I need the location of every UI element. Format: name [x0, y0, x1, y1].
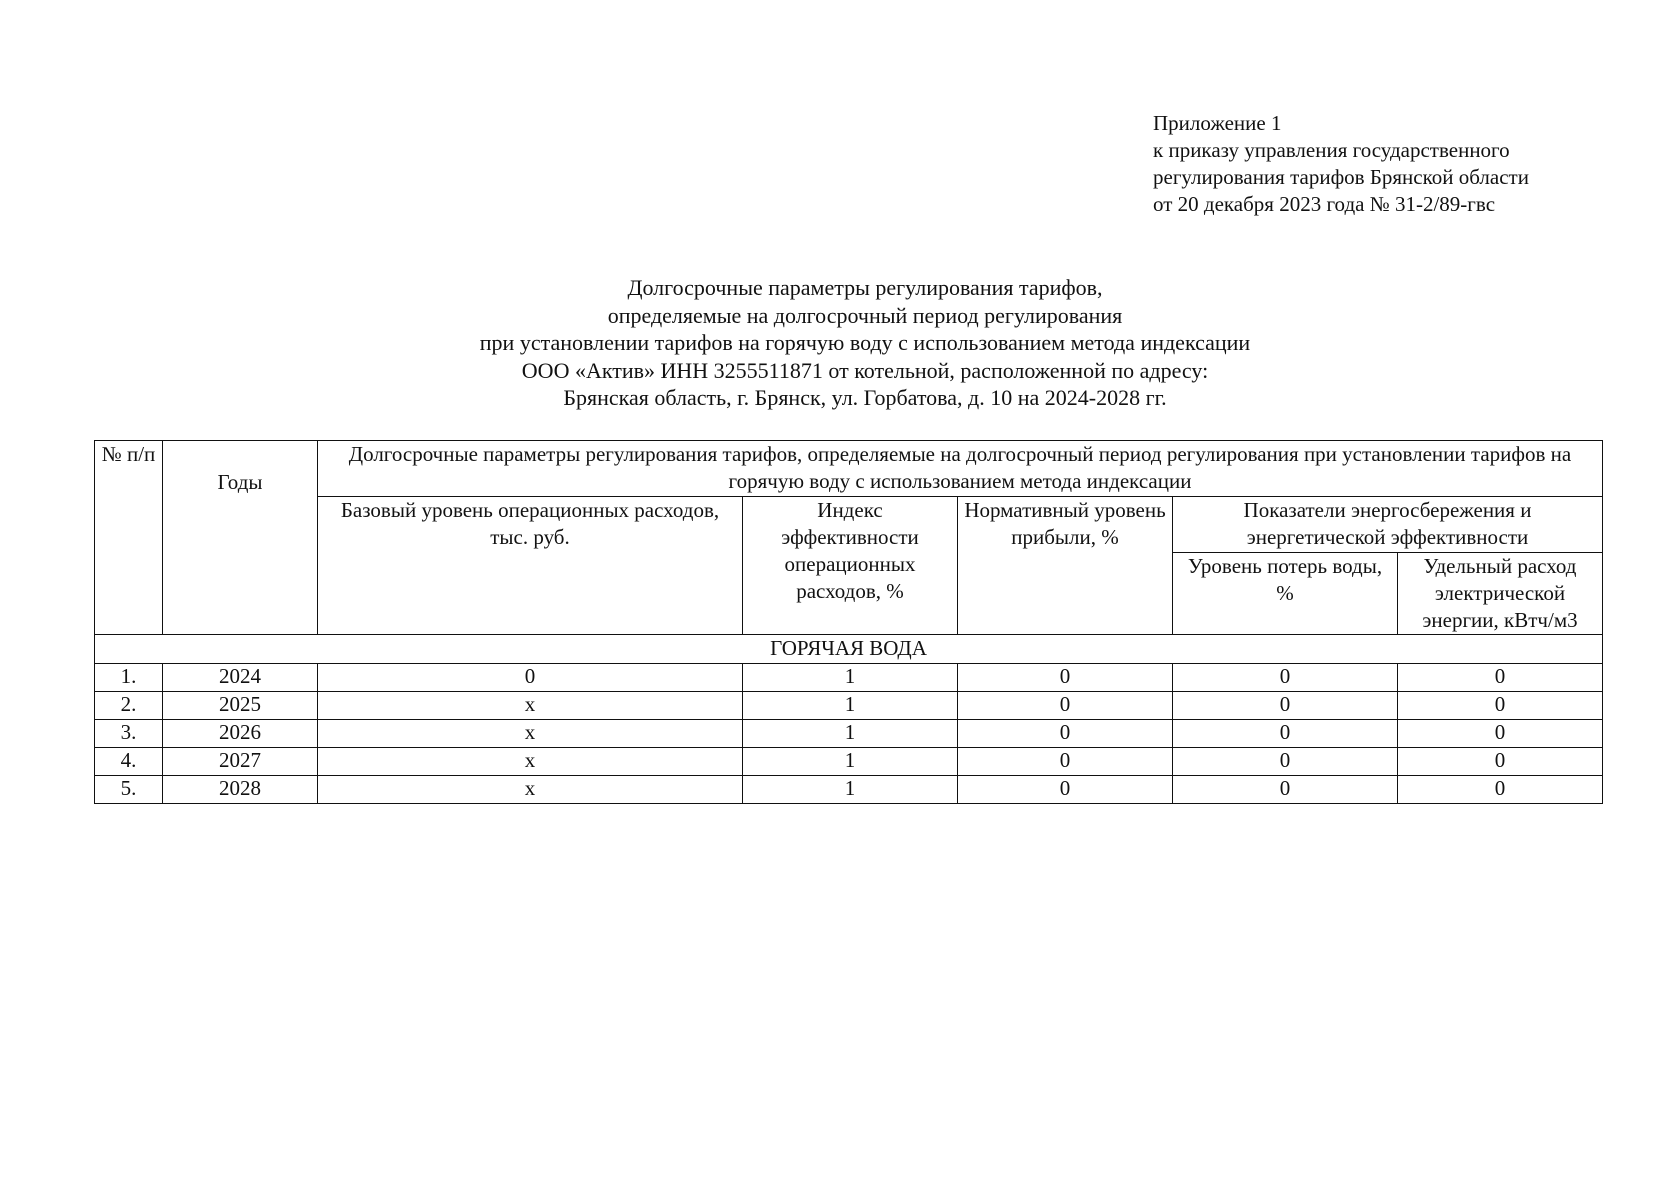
title-line: при установлении тарифов на горячую воду с использованием метода индексации [479, 330, 1251, 355]
appendix-line: к приказу управления государственного [1153, 138, 1510, 162]
cell-electricity-use: 0 [1398, 692, 1603, 720]
cell-water-loss: 0 [1173, 720, 1398, 748]
cell-base-level: х [318, 692, 743, 720]
cell-num: 2. [95, 692, 163, 720]
appendix-line: регулирования тарифов Брянской области [1153, 165, 1529, 189]
cell-efficiency-index: 1 [743, 720, 958, 748]
header-row-top [95, 441, 1603, 497]
cell-base-level: х [318, 748, 743, 776]
cell-efficiency-index: 1 [743, 692, 958, 720]
cell-year: 2026 [163, 720, 318, 748]
title-line: определяемые на долгосрочный период регулирования [607, 302, 1123, 328]
appendix-line: от 20 декабря 2023 года № 31-2/89-гвс [1153, 192, 1496, 216]
cell-electricity-use: 0 [1398, 664, 1603, 692]
table-row [95, 720, 1603, 748]
cell-normative-profit: 0 [958, 720, 1173, 748]
header-num: № п/п [95, 441, 163, 635]
cell-water-loss: 0 [1173, 692, 1398, 720]
cell-electricity-use: 0 [1398, 720, 1603, 748]
header-years: Годы [163, 441, 318, 635]
cell-normative-profit: 0 [958, 748, 1173, 776]
cell-normative-profit: 0 [958, 664, 1173, 692]
appendix-note [1153, 110, 1529, 218]
cell-base-level: х [318, 720, 743, 748]
header-base-level: Базовый уровень операционных расходов, тыс. руб. [318, 497, 743, 635]
header-water-loss: Уровень потерь воды, % [1173, 553, 1398, 635]
cell-year: 2024 [163, 664, 318, 692]
title-line: Долгосрочные параметры регулирования тарифов, [627, 275, 1103, 300]
table-row [95, 664, 1603, 692]
cell-year: 2028 [163, 776, 318, 804]
cell-electricity-use: 0 [1398, 748, 1603, 776]
cell-normative-profit: 0 [958, 692, 1173, 720]
cell-normative-profit: 0 [958, 776, 1173, 804]
title-line: Брянская область, г. Брянск, ул. Горбатова, д. 10 на 2024-2028 гг. [563, 385, 1167, 410]
cell-water-loss: 0 [1173, 748, 1398, 776]
header-efficiency-index: Индекс эффективности операционных расходов, % [743, 497, 958, 635]
cell-base-level: х [318, 776, 743, 804]
cell-electricity-use: 0 [1398, 776, 1603, 804]
section-label: ГОРЯЧАЯ ВОДА [95, 635, 1603, 664]
cell-base-level: 0 [318, 664, 743, 692]
table-row [95, 776, 1603, 804]
cell-efficiency-index: 1 [743, 748, 958, 776]
appendix-line: Приложение 1 [1153, 111, 1282, 135]
cell-num: 4. [95, 748, 163, 776]
cell-water-loss: 0 [1173, 664, 1398, 692]
cell-num: 1. [95, 664, 163, 692]
cell-water-loss: 0 [1173, 776, 1398, 804]
document-title [300, 274, 1430, 412]
title-line: ООО «Актив» ИНН 3255511871 от котельной, расположенной по адресу: [521, 357, 1209, 383]
cell-efficiency-index: 1 [743, 664, 958, 692]
cell-year: 2025 [163, 692, 318, 720]
header-energy-group: Показатели энергосбережения и энергетической эффективности [1173, 497, 1603, 553]
header-electricity-use: Удельный расход электрической энергии, кВтч/м3 [1398, 553, 1603, 635]
header-normative-profit: Нормативный уровень прибыли, % [958, 497, 1173, 635]
header-row-mid [95, 497, 1603, 553]
cell-efficiency-index: 1 [743, 776, 958, 804]
table-row [95, 748, 1603, 776]
table-row [95, 692, 1603, 720]
cell-num: 3. [95, 720, 163, 748]
cell-year: 2027 [163, 748, 318, 776]
header-group: Долгосрочные параметры регулирования тарифов, определяемые на долгосрочный период регулирования при установлении тарифов на горячую воду с использованием метода индексации [318, 441, 1603, 497]
parameters-table [94, 440, 1603, 804]
cell-num: 5. [95, 776, 163, 804]
section-row [95, 635, 1603, 664]
